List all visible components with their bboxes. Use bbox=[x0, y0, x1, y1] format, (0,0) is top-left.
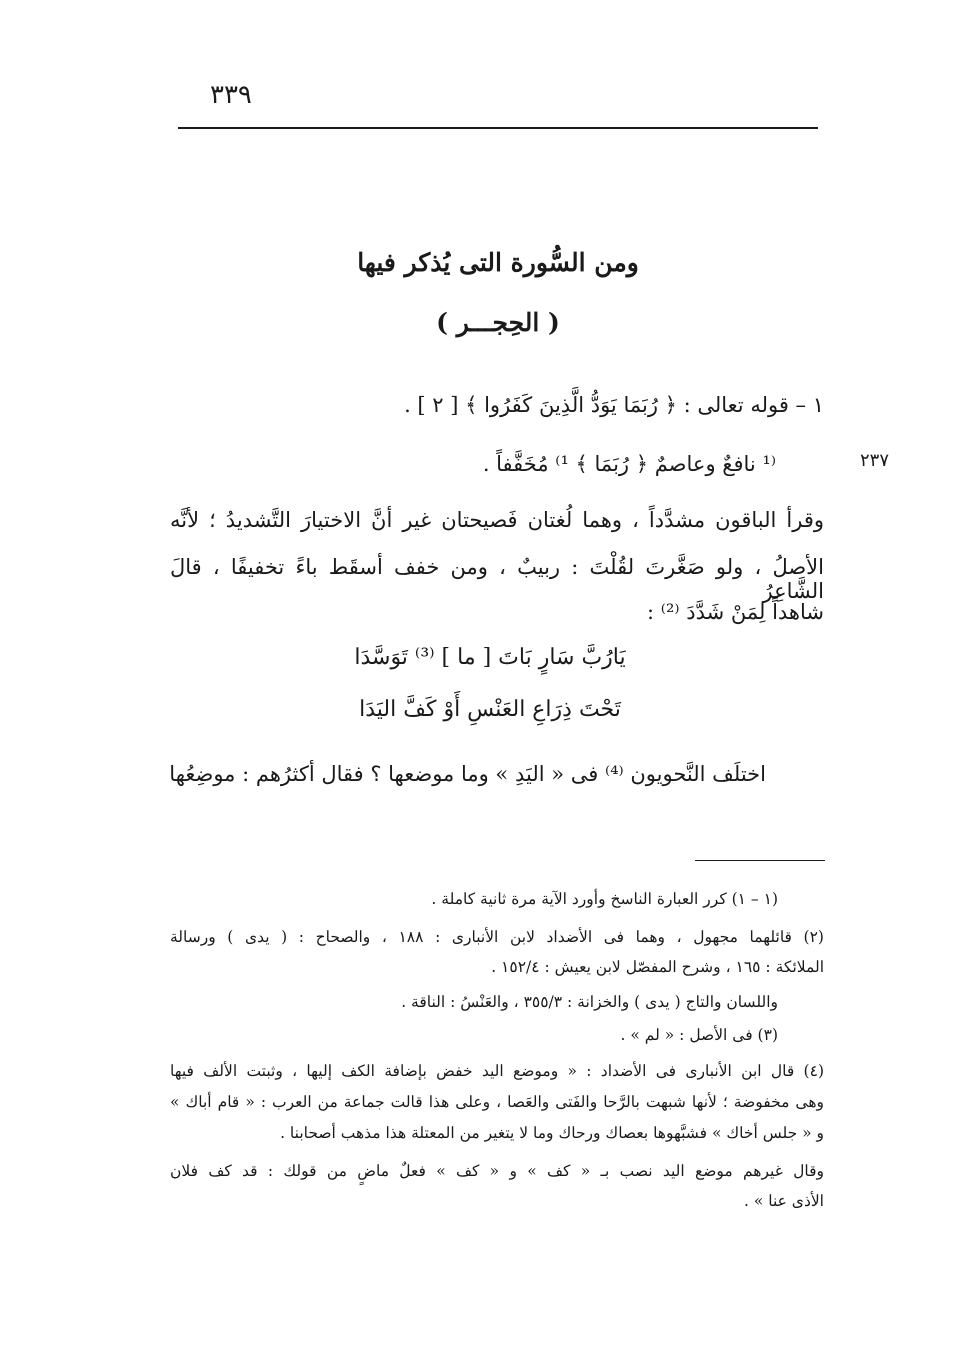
footnote-rule bbox=[695, 860, 825, 861]
footnote-1: (١ – ١) كرر العبارة الناسخ وأورد الآية مرة ثانية كاملة . bbox=[431, 890, 778, 908]
surah-name: ( الحِجـــر ) bbox=[436, 308, 560, 337]
body-line: الأصلُ ، ولو صَغَّرتَ لقُلْتَ : ربيبٌ ، ومن خفف أسقَط باءً تخفيفًا ، قالَ الشَّاعِرُ bbox=[170, 555, 824, 603]
footnote-4-cont: وقال غيرهم موضع اليد نصب بـ « كف » و « كف » فعلٌ ماضٍ من قولك : قد كف فلان bbox=[170, 1162, 824, 1180]
footnote-2: (٢) قائلهما مجهول ، وهما فى الأضداد لابن الأنبارى : ١٨٨ ، والصحاح : ( يدى ) ورسالة bbox=[170, 928, 824, 946]
poetry-verse-1: يَارُبَّ سَارٍ بَاتَ [ ما ] ⁽³⁾ تَوَسَّدَا bbox=[354, 645, 626, 670]
body-line: اختلَف النَّحويون ⁽⁴⁾ فى « اليَدِ » وما موضعها ؟ فقال أكثرُهم : موضِعُها bbox=[169, 762, 766, 786]
body-line: شاهداً لِمَنْ شَدَّدَ ⁽²⁾ : bbox=[647, 600, 824, 624]
body-line-readers: ⁽¹ نافعٌ وعاصمٌ ﴿ رُبَمَا ﴾ ¹⁾ مُخَفَّفاً . bbox=[482, 452, 776, 476]
page-number: ٣٣٩ bbox=[210, 80, 252, 110]
body-line-verse-ref: ١ – قوله تعالى : ﴿ رُبَمَا يَوَدُّ الَّذِينَ كَفَرُوا ﴾ [ ٢ ] . bbox=[404, 393, 824, 417]
header-rule bbox=[178, 127, 818, 129]
chapter-heading: ومن السُّورة التى يُذكر فيها bbox=[357, 248, 639, 277]
footnote-4-cont: وهى مخفوضة ؛ لأنها شبهت بالرَّحا والفَتى والعَصا ، وعلى هذا قالت جماعة من العرب : « قام أباك » bbox=[170, 1093, 824, 1111]
body-line: وقرأ الباقون مشدَّداً ، وهما لُغتان فَصيحتان غير أنَّ الاختيارَ التَّشديدُ ؛ لأنَّه bbox=[170, 508, 824, 532]
footnote-2-cont: واللسان والتاج ( يدى ) والخزانة : ٣٥٥/٣ ، والعَنْسُ : الناقة . bbox=[401, 993, 778, 1011]
margin-number: ٢٣٧ bbox=[860, 450, 890, 471]
poetry-verse-2: تَحْتَ ذِرَاعِ العَنْسِ أَوْ كَفَّ اليَدَا bbox=[359, 697, 621, 722]
footnote-3: (٣) فى الأصل : « لم » . bbox=[620, 1026, 778, 1044]
footnote-4: (٤) قال ابن الأنبارى فى الأضداد : « وموضع اليد خفض بإضافة الكف إليها ، وثبتت الألف فيها bbox=[170, 1062, 824, 1080]
footnote-4-cont: و « جلس أخاك » فشبَّهوها بعصاك ورحاك وما لا يتغير من المعتلة هذا مذهب أصحابنا . bbox=[280, 1124, 824, 1142]
footnote-4-cont: الأذى عنا » . bbox=[743, 1192, 824, 1210]
footnote-2-cont: الملائكة : ١٦٥ ، وشرح المفصّل لابن يعيش : ١٥٢/٤ . bbox=[491, 958, 824, 976]
